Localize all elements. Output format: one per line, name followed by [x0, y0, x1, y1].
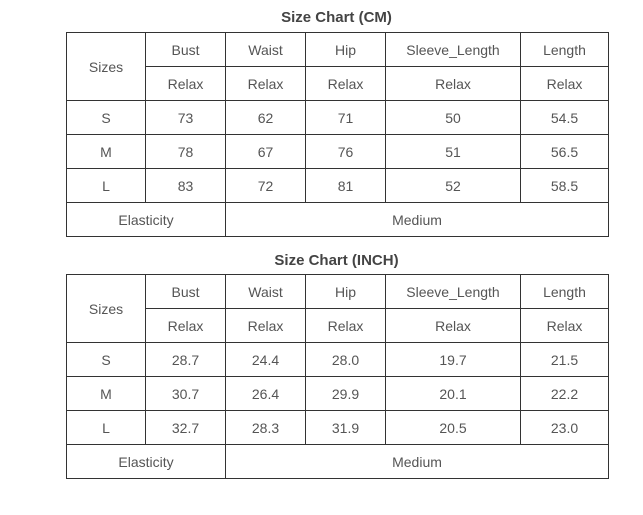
size-chart-inch-table [66, 274, 609, 479]
bust-cell: 78 [146, 135, 226, 169]
bust-cell: 73 [146, 101, 226, 135]
size-cell: S [67, 343, 146, 377]
length-subheader: Relax [521, 309, 609, 343]
hip-header: Hip [306, 33, 386, 67]
waist-cell: 24.4 [226, 343, 306, 377]
length-cell: 22.2 [521, 377, 609, 411]
waist-cell: 72 [226, 169, 306, 203]
bust-header: Bust [146, 275, 226, 309]
sleeve-length-cell: 19.7 [386, 343, 521, 377]
table-row [67, 169, 609, 203]
size-chart-inch-title: Size Chart (INCH) [274, 252, 399, 269]
length-header: Length [521, 275, 609, 309]
waist-subheader: Relax [226, 309, 306, 343]
bust-cell: 83 [146, 169, 226, 203]
size-cell: L [67, 411, 146, 445]
waist-cell: 67 [226, 135, 306, 169]
hip-cell: 28.0 [306, 343, 386, 377]
size-chart-cm-title: Size Chart (CM) [281, 9, 392, 26]
sleeve-length-cell: 50 [386, 101, 521, 135]
elasticity-row [67, 445, 609, 479]
waist-header: Waist [226, 275, 306, 309]
sleeve-length-cell: 51 [386, 135, 521, 169]
waist-cell: 28.3 [226, 411, 306, 445]
table-row [67, 377, 609, 411]
waist-cell: 62 [226, 101, 306, 135]
length-header: Length [521, 33, 609, 67]
length-subheader: Relax [521, 67, 609, 101]
elasticity-label: Elasticity [67, 203, 226, 237]
size-cell: S [67, 101, 146, 135]
length-cell: 58.5 [521, 169, 609, 203]
sleeve-length-cell: 52 [386, 169, 521, 203]
subheader-row [67, 67, 609, 101]
sleeve-length-header: Sleeve_Length [386, 33, 521, 67]
subheader-row [67, 309, 609, 343]
elasticity-value: Medium [226, 203, 609, 237]
hip-header: Hip [306, 275, 386, 309]
sleeve-length-cell: 20.1 [386, 377, 521, 411]
header-row [67, 33, 609, 67]
size-cell: M [67, 135, 146, 169]
table-row [67, 343, 609, 377]
elasticity-row [67, 203, 609, 237]
bust-cell: 30.7 [146, 377, 226, 411]
sleeve-length-cell: 20.5 [386, 411, 521, 445]
hip-subheader: Relax [306, 67, 386, 101]
bust-cell: 28.7 [146, 343, 226, 377]
hip-subheader: Relax [306, 309, 386, 343]
table-row [67, 101, 609, 135]
waist-subheader: Relax [226, 67, 306, 101]
hip-cell: 29.9 [306, 377, 386, 411]
table-row [67, 411, 609, 445]
hip-cell: 81 [306, 169, 386, 203]
bust-cell: 32.7 [146, 411, 226, 445]
hip-cell: 31.9 [306, 411, 386, 445]
sleeve-length-subheader: Relax [386, 67, 521, 101]
size-chart-cm-table [66, 32, 609, 237]
size-cell: M [67, 377, 146, 411]
hip-cell: 76 [306, 135, 386, 169]
elasticity-value: Medium [226, 445, 609, 479]
hip-cell: 71 [306, 101, 386, 135]
bust-header: Bust [146, 33, 226, 67]
sizes-header: Sizes [67, 33, 146, 101]
length-cell: 23.0 [521, 411, 609, 445]
length-cell: 21.5 [521, 343, 609, 377]
length-cell: 54.5 [521, 101, 609, 135]
bust-subheader: Relax [146, 309, 226, 343]
waist-cell: 26.4 [226, 377, 306, 411]
header-row [67, 275, 609, 309]
size-cell: L [67, 169, 146, 203]
bust-subheader: Relax [146, 67, 226, 101]
elasticity-label: Elasticity [67, 445, 226, 479]
sleeve-length-subheader: Relax [386, 309, 521, 343]
waist-header: Waist [226, 33, 306, 67]
table-row [67, 135, 609, 169]
sleeve-length-header: Sleeve_Length [386, 275, 521, 309]
sizes-header: Sizes [67, 275, 146, 343]
length-cell: 56.5 [521, 135, 609, 169]
